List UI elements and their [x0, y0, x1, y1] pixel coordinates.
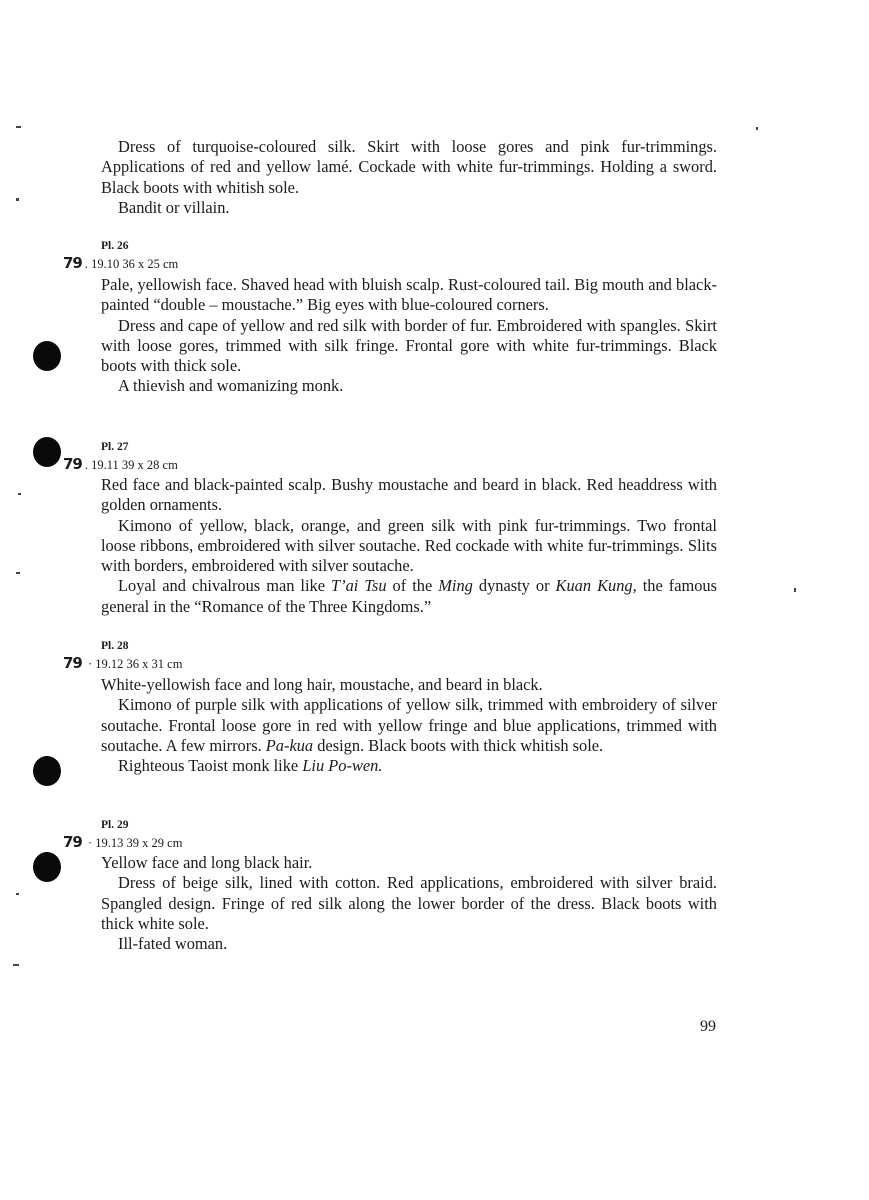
- punch-hole: [33, 437, 61, 467]
- paragraph: [101, 695, 717, 756]
- text-run: Righteous Taoist monk like: [118, 756, 303, 776]
- punch-hole: [33, 756, 61, 786]
- italic-term: Liu Po-wen.: [302, 756, 383, 776]
- paragraph: Bandit or villain.: [118, 197, 230, 217]
- scan-speck: [18, 493, 21, 495]
- plate-27-catalog: [63, 457, 178, 472]
- text-run: Loyal and chivalrous man like: [118, 576, 332, 596]
- intro-text: [101, 137, 717, 218]
- paragraph: Red face and black-painted scalp. Bushy moustache and beard in black. Red headdress with golden ornaments.: [101, 475, 717, 515]
- text-run: the famous general in the “Romance of the Three Kingdoms.”: [101, 576, 717, 616]
- page-number: 99: [700, 1018, 716, 1035]
- text-run: Kimono of purple silk with applications of yellow silk, trimmed with embroidery of silver soutache. Frontal loose gore in red with yellow fringe and blue applications, trimmed with soutache. A few mirrors.: [101, 695, 717, 755]
- plate-27-title: Pl. 27: [101, 441, 129, 453]
- handwritten-mark: 79: [63, 455, 82, 473]
- italic-term: Kuan Kung,: [555, 576, 637, 596]
- paragraph: Pale, yellowish face. Shaved head with bluish scalp. Rust-coloured tail. Big mouth and black-painted “double – moustache.” Big eyes with blue-coloured corners.: [101, 275, 717, 315]
- catalog-number: . 19.11 39 x 28 cm: [84, 458, 178, 472]
- handwritten-mark: 79: [63, 833, 82, 851]
- paragraph: A thievish and womanizing monk.: [118, 376, 344, 396]
- handwritten-mark: 79: [63, 654, 82, 672]
- text-run: of the: [386, 576, 439, 596]
- scan-speck: [794, 588, 796, 592]
- catalog-number: · 19.13 39 x 29 cm: [84, 836, 183, 850]
- italic-term: Pa-kua: [265, 735, 314, 755]
- plate-28-catalog: [63, 656, 182, 671]
- paragraph: Yellow face and long black hair.: [101, 853, 313, 872]
- handwritten-mark: 79: [63, 254, 82, 272]
- paragraph: Dress and cape of yellow and red silk with border of fur. Embroidered with spangles. Skirt with loose gores, trimmed with silk fringe. Frontal gore with white fur-trimmings. Black boots with thick sole.: [101, 315, 717, 376]
- plate-29-title: Pl. 29: [101, 819, 129, 831]
- plate-29-catalog: [63, 835, 182, 850]
- paragraph: White-yellowish face and long hair, moustache, and beard in black.: [101, 675, 543, 694]
- plate-26-title: Pl. 26: [101, 240, 129, 252]
- paragraph: Ill-fated woman.: [118, 934, 228, 954]
- paragraph: Kimono of yellow, black, orange, and green silk with pink fur-trimmings. Two frontal loose ribbons, embroidered with silver soutache. Red cockade with white fur-trimmings. Slits with borders, embroidered with silver soutache.: [101, 515, 717, 576]
- plate-28-title: Pl. 28: [101, 640, 129, 652]
- scan-speck: [16, 893, 19, 895]
- scan-speck: [16, 572, 20, 574]
- catalog-number: . 19.10 36 x 25 cm: [84, 257, 179, 271]
- italic-term: T’ai Tsu: [331, 576, 387, 596]
- italic-term: Ming: [438, 576, 473, 596]
- plate-26-text: [101, 275, 717, 397]
- text-run: design. Black boots with thick whitish sole.: [313, 735, 604, 755]
- scan-speck: [756, 127, 758, 130]
- punch-hole: [33, 341, 61, 371]
- paragraph: Dress of beige silk, lined with cotton. Red applications, embroidered with silver braid. Spangled design. Fringe of red silk along the lower border of the dress. Black boots with thick white sole.: [101, 873, 717, 933]
- scan-speck: [16, 126, 21, 128]
- plate-29-text: [101, 853, 717, 954]
- plate-27-text: [101, 475, 717, 617]
- plate-28-text: [101, 675, 717, 776]
- punch-hole: [33, 852, 61, 882]
- catalog-number: · 19.12 36 x 31 cm: [84, 657, 183, 671]
- scan-speck: [13, 964, 19, 966]
- scan-speck: [16, 198, 19, 201]
- paragraph: Dress of turquoise-coloured silk. Skirt with loose gores and pink fur-trimmings. Applications of red and yellow lamé. Cockade with white fur-trimmings. Holding a sword. Black boots with whitish sole.: [101, 137, 717, 197]
- paragraph: [101, 756, 717, 776]
- paragraph: [101, 576, 717, 617]
- plate-26-catalog: [63, 256, 178, 271]
- text-run: dynasty or: [472, 576, 556, 596]
